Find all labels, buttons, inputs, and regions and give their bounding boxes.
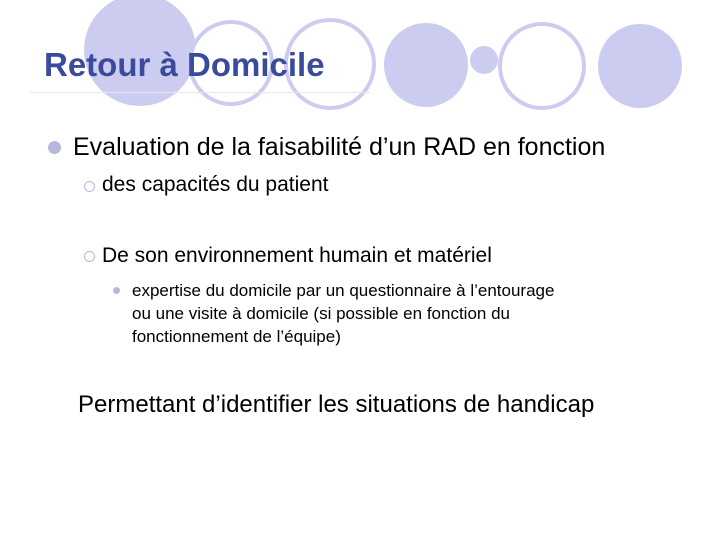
decor-circle <box>470 46 498 74</box>
text-line: expertise du domicile par un questionnaire à l’entourage <box>132 281 555 300</box>
bullet-dot-small <box>113 287 120 294</box>
decor-ring <box>498 22 586 110</box>
bullet-main: Evaluation de la faisabilité d’un RAD en fonction <box>73 133 606 161</box>
text-line: ou une visite à domicile (si possible en fonction du <box>132 304 510 323</box>
closing-statement: Permettant d’identifier les situations de handicap <box>78 391 595 418</box>
decor-circle <box>384 23 468 107</box>
bullet-ring <box>84 251 95 262</box>
bullet-dot <box>48 141 61 154</box>
bullet-subsub-expertise <box>132 279 692 348</box>
slide-title: Retour à Domicile <box>44 46 325 83</box>
decor-circle <box>598 24 682 108</box>
text-line: fonctionnement de l’équipe) <box>132 327 341 346</box>
bullet-sub-environnement: De son environnement humain et matériel <box>102 244 492 267</box>
bullet-ring <box>84 181 95 192</box>
title-divider <box>30 92 370 93</box>
bullet-sub-capacites: des capacités du patient <box>102 173 329 196</box>
